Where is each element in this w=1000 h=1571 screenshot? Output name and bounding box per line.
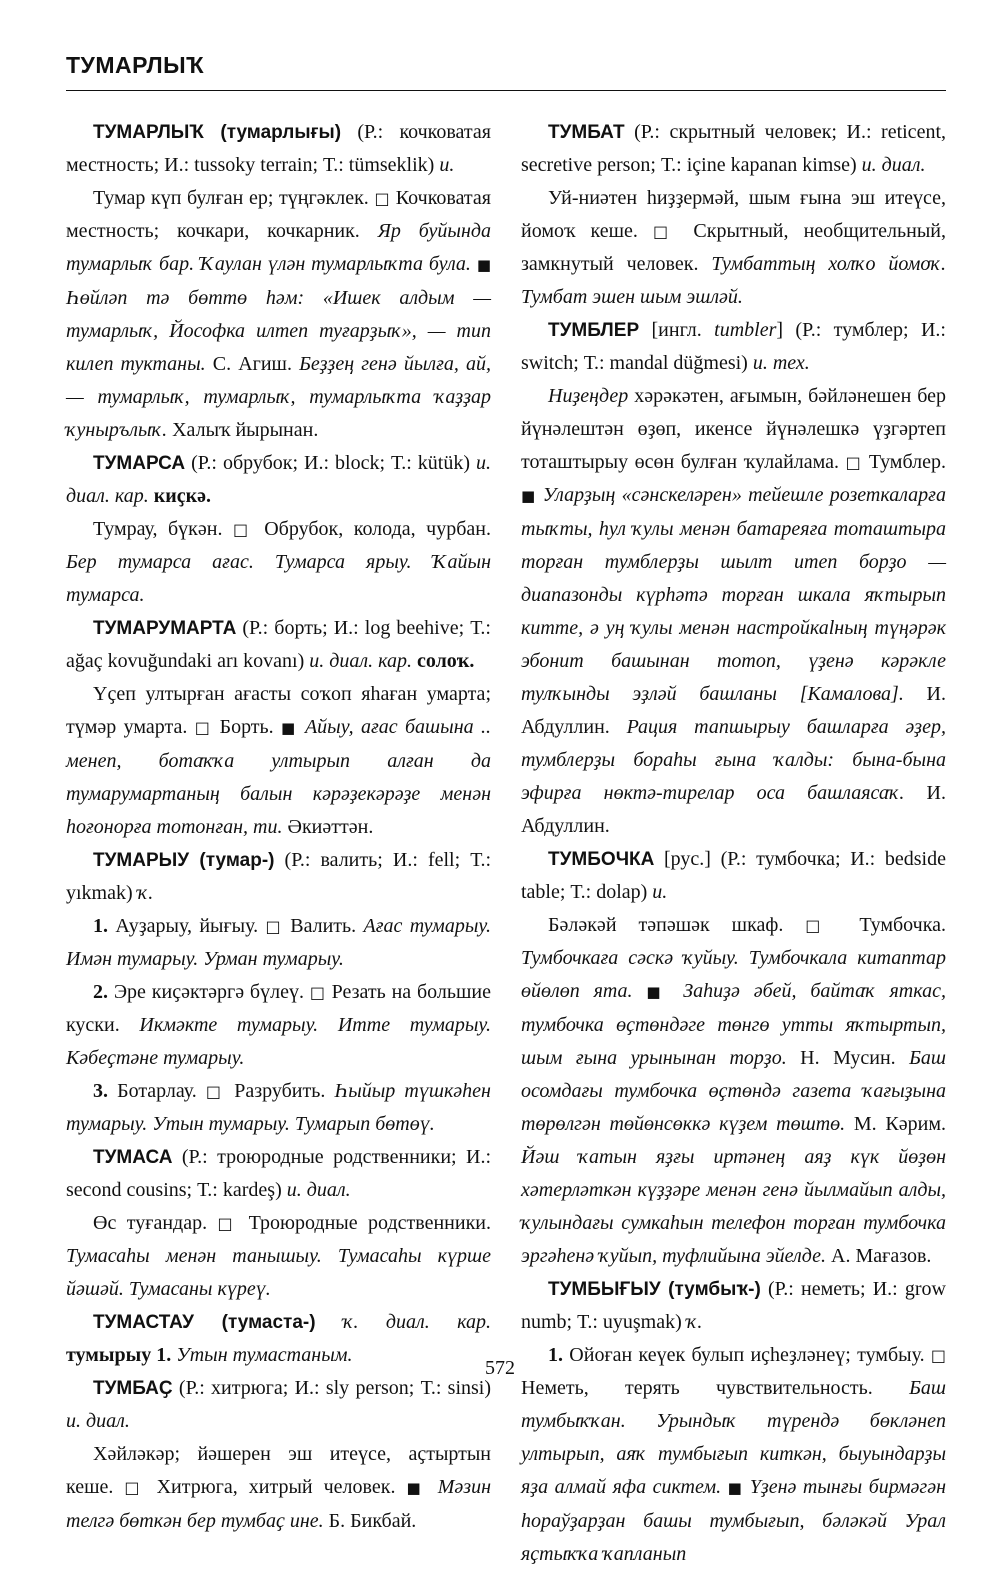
entry-text: Борть. [212, 716, 282, 738]
italic-text: Тумасаһы менән танышыу. Тумасаһы күрше йәшәй. Тумасаны күреү. [66, 1245, 491, 1300]
entry-paragraph [66, 976, 491, 1075]
italic-text: Айыу, ағас башына .. менеп, ботаҡҡа ултырып алған да тумарумартаның балын кәрәҙекәрәҙе менән һоғонорға тотонған, ти. [66, 716, 491, 838]
italic-text: и. диал. кар. [309, 650, 412, 672]
italic-text: Рация тапшырыу башларға әҙер, тумблерҙы бораһы ғына ҡалды: бына-бына эфирға нөктә-тирелар оса башлаясаҡ. [521, 716, 946, 804]
entry-paragraph [66, 513, 491, 612]
entry-paragraph [66, 678, 491, 844]
italic-text: Утын тумастаным. [176, 1344, 353, 1366]
italic-text: Үҙенә тынғы бирмәгән һораўҙарҙан башы тумбығып, бәләкәй Урал яҫтыҡҡа ҡапланып [521, 1476, 946, 1565]
empty-square-icon: □ [233, 520, 254, 539]
dictionary-entry-head [66, 1141, 491, 1207]
filled-square-icon: ■ [727, 1479, 744, 1497]
headword: ТУМАРУМАРТА [93, 618, 237, 639]
italic-text: Заһиҙә әбей, байтаҡ яткас, тумбочка өҫтөндәге төнгө утты яҡтыртып, шым ғына урынынан торҙо. [521, 980, 946, 1069]
italic-text: Йәш ҡатын яҙғы иртәнең аяҙ күк йөҙөн хәтерләткән күҙҙәре менән генә йылмайып алды, ҡулындағы сумкаһын телефон торған тумбочка эргәһенә ҡуйып, туфлийына эйелде. [521, 1146, 946, 1267]
running-header: ТУМАРЛЫҠ [66, 52, 205, 78]
italic-text: Тумбаттың холҡо йомоҡ. Тумбат эшен шым эшләй. [521, 253, 946, 308]
right-column [521, 116, 946, 1571]
italic-text: Мәзин телгә бөткән бер тумбаҫ ине. [66, 1476, 491, 1532]
entry-paragraph [66, 1075, 491, 1141]
entry-text: Тумбочка. [837, 914, 947, 936]
headword: ТУМБАҪ [93, 1378, 173, 1399]
italic-text: ҡ. [686, 1311, 703, 1333]
entry-text: (Р.: троюродные родственники; И.: second cousins; Т.: kardeş) [66, 1146, 491, 1201]
dictionary-entry-head [521, 1273, 946, 1339]
headword: ТУМБАТ [548, 122, 625, 143]
entry-paragraph [521, 182, 946, 314]
filled-square-icon: ■ [281, 719, 298, 737]
entry-text [316, 1311, 343, 1333]
entry-text: (Р.: скрытный человек; И.: reticent, secretive person; Т.: içine kapanan kimse) [521, 121, 946, 176]
empty-square-icon: □ [124, 1478, 146, 1497]
italic-text: и. диал. [861, 154, 926, 176]
entry-text: Обрубок, колода, чурбан. [253, 518, 491, 540]
dictionary-entry-head [66, 447, 491, 513]
entry-paragraph [66, 1438, 491, 1538]
empty-square-icon: □ [805, 916, 838, 935]
entry-text: (Р.: валить; И.: fell; Т.: yıkmak) [66, 849, 492, 904]
empty-square-icon: □ [265, 917, 283, 936]
italic-text: и. диал. [66, 1410, 130, 1432]
entry-text: (Р.: неметь; И.: grow numb; Т.: uyuşmak) [521, 1278, 946, 1333]
italic-text: Икмәкте тумарыу. Итте тумарыу. Кәбеҫтәне тумарыу. [66, 1014, 491, 1069]
entry-text: Троюродные родственники. [238, 1212, 491, 1234]
dictionary-entry-head [66, 1372, 491, 1438]
bold-text: 3. [93, 1080, 108, 1102]
empty-square-icon: □ [930, 1346, 946, 1365]
entry-text: Уй-ниәтен һиҙҙермәй, шым ғына эш итеүсе, йомоҡ кеше. [521, 187, 946, 242]
entry-text: Үҫеп ултырған ағасты соҡоп яһаған умарта; түмәр умарта. [66, 683, 491, 738]
headword: ТУМАРЛЫҠ (тумарлығы) [93, 122, 342, 143]
entry-text: Ойоған кеүек булып иҫһеҙләнеү; тумбыу. [563, 1344, 931, 1366]
entry-text: Тумблер. [862, 451, 947, 473]
italic-text: Беҙҙең генә йылға, ай, — тумарлыҡ, тумарлыҡ, тумарлыҡта ҡаҙҙар ҡунырълыҡ. [66, 353, 492, 441]
dictionary-entry-head [66, 116, 491, 182]
headword: ТУМБОЧКА [548, 849, 655, 870]
italic-text: Яр буйында тумарлыҡ бар. Ҡаулан үлән тумарлыҡта була. [66, 220, 491, 275]
empty-square-icon: □ [309, 983, 326, 1002]
entry-text: Хитрюга, хитрый человек. [145, 1476, 407, 1498]
headword: ТУМБЛЕР [548, 320, 640, 341]
bold-text: 1. [548, 1344, 563, 1366]
entry-paragraph [521, 909, 946, 1273]
italic-text: Ниҙеңдер [548, 385, 629, 407]
italic-text: ҡ. [137, 882, 154, 904]
italic-text: Баш осомдағы тумбочка өҫтөндә газета ҡағыҙына төрөлгән төйөнсөккә күҙем төштө. [521, 1047, 946, 1135]
dictionary-entry-head [66, 844, 491, 910]
empty-square-icon: □ [194, 718, 213, 737]
entry-text: Әкиәттән. [282, 816, 374, 838]
entry-text: [ингл. [639, 319, 715, 341]
empty-square-icon: □ [374, 189, 391, 208]
filled-square-icon: ■ [646, 983, 670, 1001]
header-rule [66, 90, 946, 91]
entry-text: (Р.: хитрюга; И.: sly person; Т.: sinsi) [172, 1377, 491, 1399]
entry-text: (Р.: борть; И.: log beehive; Т.: ağaç kovuğundaki arı kovanı) [66, 617, 491, 672]
italic-text: и. диал. кар. [66, 452, 491, 507]
entry-text: Тумар күп булған ер; түңгәклек. [93, 187, 375, 209]
headword: ТУМБЫҒЫУ (тумбыҡ-) [548, 1279, 761, 1300]
entry-text: (Р.: кочковатая местность; И.: tussoky terrain; Т.: tümseklik) [66, 121, 491, 176]
empty-square-icon: □ [205, 1082, 226, 1101]
left-column [66, 116, 491, 1538]
empty-square-icon: □ [845, 453, 863, 472]
italic-text: Һөйләп тә бөттө һәм: «Ишек алдым — тумарлыҡ, Йософка илтеп туғарҙыҡ», — тип килеп туктаны. [66, 287, 491, 375]
entry-text: Ауҙарыу, йығыу. [108, 915, 266, 937]
bold-text: тумырыу 1. [66, 1344, 172, 1366]
italic-text: Уларҙың «сәнскеләрен» тейешле розеткаларға тыҡты, һул ҡулы менән батареяға тоташтыра торған тумблерҙы шылт итеп борҙо — диапазонды күрһәтә торған шкала яҡтырып китте, ә уң ҡулы менән настройкаlның түңәрәк эбонит башынан тотоп, үҙенә кәрәкле тулҡынды эҙләй башланы [Камалова]. [521, 484, 946, 705]
headword: ТУМАРЫУ (тумар-) [93, 850, 275, 871]
italic-text: Бер тумарса ағас. Тумарса ярыу. Ҡайын тумарса. [66, 551, 491, 606]
headword: ТУМАСА [93, 1147, 173, 1168]
italic-text: Ағас тумарыу. Имән тумарыу. Урман тумарыу. [66, 915, 491, 970]
entry-text: М. Кәрим. [845, 1113, 946, 1135]
entry-text: А. Мағазов. [826, 1245, 932, 1267]
entry-text: (Р.: обрубок; И.: block; Т.: kütük) [185, 452, 476, 474]
entry-text: И. Абдуллин. [521, 782, 946, 837]
entry-text: И. Абдуллин. [521, 683, 946, 738]
bold-text: солоҡ. [416, 650, 475, 672]
italic-text: Тумбочкаға сәскә ҡуйыу. Тумбочкала китаптар өйөлөп ята. [521, 947, 946, 1002]
bold-text: 1. [93, 915, 108, 937]
entry-text: [рус.] (Р.: тумбочка; И.: bedside table; Т.: dolap) [521, 848, 946, 903]
entry-text: Кочковатая местность; кочкари, кочкарник. [66, 187, 491, 242]
italic-text: Һыйыр түшкәһен тумарыу. Утын тумарыу. Тумарып бөтөү. [66, 1080, 491, 1135]
entry-text: Валить. [282, 915, 364, 937]
entry-text: Скрытный, необщительный, замкнутый человек. [521, 220, 946, 275]
italic-text: и. [439, 154, 455, 176]
filled-square-icon: ■ [406, 1479, 427, 1497]
filled-square-icon: ■ [521, 487, 537, 505]
entry-text: Өс туғандар. [93, 1212, 218, 1234]
entry-text: хәрәкәтен, ағымын, бәйләнешен бер йүнәлештән өҙөп, икенсе йүнәлешкә үҙгәртеп тоташтырыу өсөн булған ҡулайлама. [521, 385, 946, 473]
entry-text: Бәләкәй тәпәшәк шкаф. [548, 914, 806, 936]
italic-text: tumbler [714, 319, 777, 341]
entry-paragraph [66, 1207, 491, 1306]
entry-text: Халыҡ йырынан. [167, 419, 319, 441]
entry-text: Резать на большие куски. [66, 981, 491, 1036]
italic-text: и. тех. [752, 352, 810, 374]
bold-text: киҫкә. [153, 485, 212, 507]
empty-square-icon: □ [217, 1214, 239, 1233]
entry-paragraph [521, 380, 946, 843]
page-number: 572 [485, 1357, 515, 1379]
entry-text: Тумрау, бүкән. [93, 518, 234, 540]
entry-text: Хәйләкәр; йәшерен эш итеүсе, аҫтыртын кеше. [66, 1443, 491, 1498]
entry-text: ] (Р.: тумблер; И.: switch; Т.: mandal düğmesi) [521, 319, 946, 374]
entry-text: С. Агиш. [205, 353, 300, 375]
headword: ТУМАРСА [93, 453, 186, 474]
entry-text: Эре киҫәктәргә бүлеү. [108, 981, 310, 1003]
dictionary-entry-head [521, 116, 946, 182]
dictionary-entry-head [66, 612, 491, 678]
empty-square-icon: □ [653, 222, 679, 241]
italic-text: Баш тумбыҡҡан. Урындыҡ түрендә бөкләнеп ултырып, аяҡ тумбығып киткән, быуындарҙы яҙа алмай яфа сиктем. [521, 1377, 946, 1498]
italic-text: и. [652, 881, 668, 903]
dictionary-entry-head [521, 314, 946, 380]
italic-text: ҡ. диал. кар. [342, 1311, 491, 1333]
headword: ТУМАСТАУ (тумаста-) [93, 1312, 316, 1333]
filled-square-icon: ■ [476, 256, 491, 274]
entry-text: Б. Бикбай. [323, 1510, 417, 1532]
bold-text: 2. [93, 981, 108, 1003]
entry-text: Ботарлау. [108, 1080, 206, 1102]
entry-paragraph [66, 910, 491, 976]
entry-text: Н. Мусин. [786, 1047, 910, 1069]
entry-paragraph [66, 182, 491, 447]
italic-text: и. диал. [286, 1179, 351, 1201]
entry-text: Неметь, терять чувствительность. [521, 1377, 910, 1399]
dictionary-entry-head [521, 843, 946, 909]
entry-text: Разрубить. [225, 1080, 335, 1102]
